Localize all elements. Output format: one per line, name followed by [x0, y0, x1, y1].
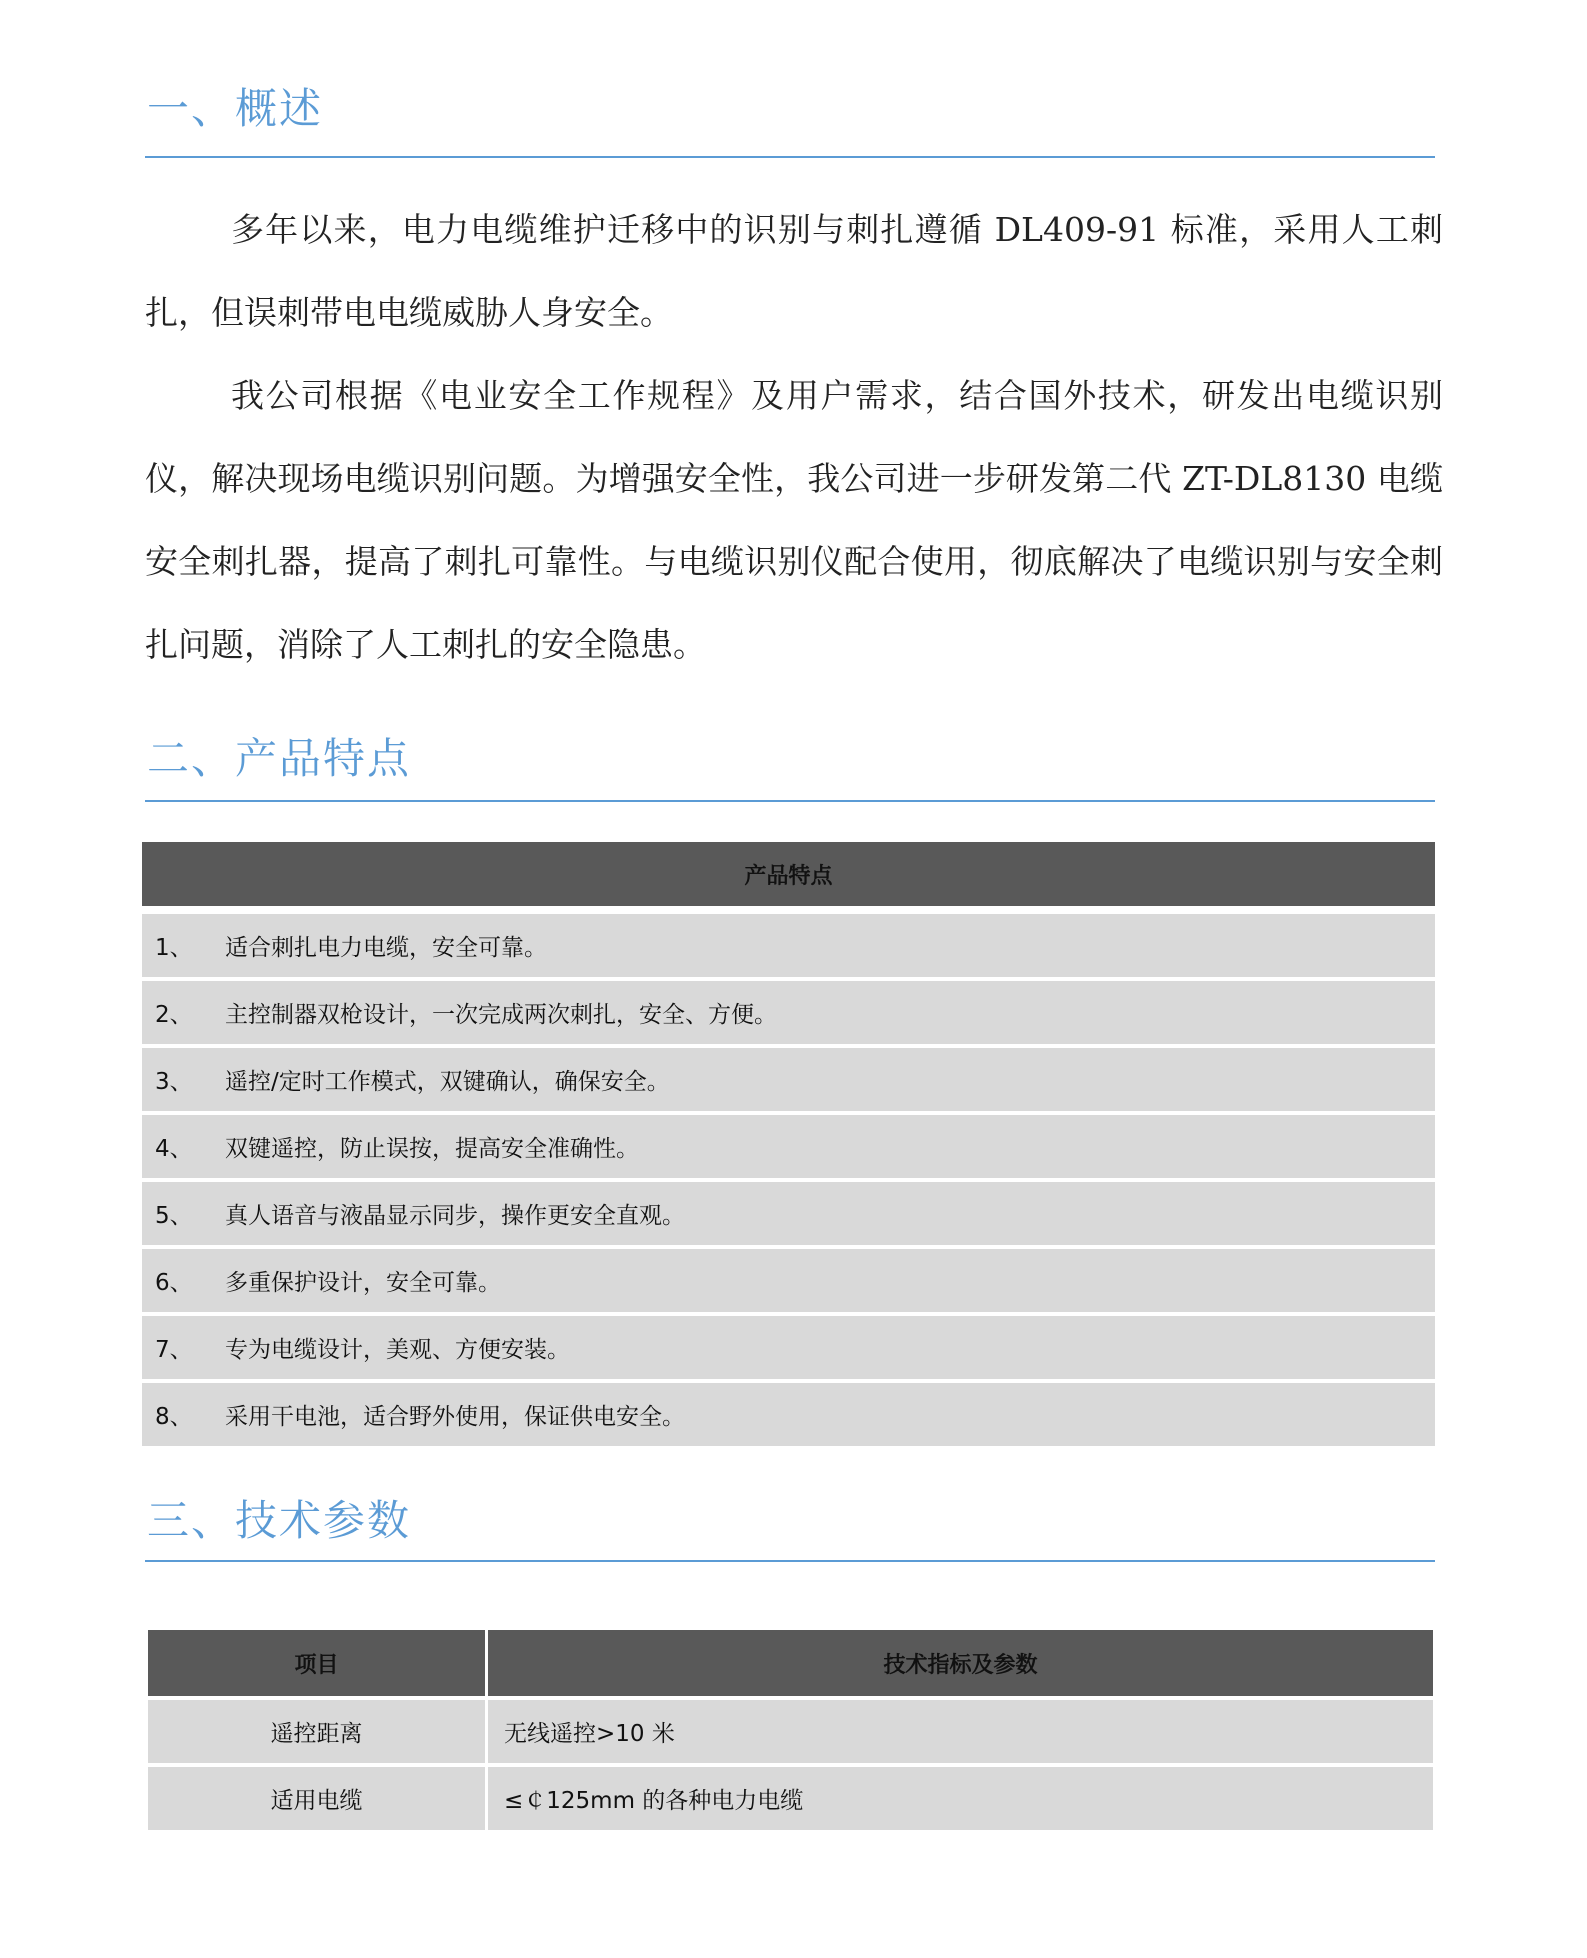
features-table	[142, 842, 1435, 1450]
spec-value: ≤￠125mm 的各种电力电缆	[488, 1767, 1433, 1830]
specs-header-item: 项目	[148, 1630, 485, 1696]
feature-text: 双键遥控，防止误按，提高安全准确性。	[225, 1136, 639, 1162]
spec-value: 无线遥控>10 米	[488, 1700, 1433, 1763]
specs-table	[148, 1630, 1433, 1834]
section-title-overview: 一、概述	[147, 84, 324, 133]
overview-paragraph-1: 多年以来，电力电缆维护迁移中的识别与刺扎遵循 DL409-91 标准，采用人工刺扎，但误刺带电电缆威胁人身安全。	[145, 210, 1443, 332]
feature-number: 8、	[155, 1404, 193, 1430]
feature-text: 适合刺扎电力电缆，安全可靠。	[225, 935, 547, 961]
feature-row	[142, 1048, 1435, 1111]
feature-number: 4、	[155, 1136, 193, 1162]
feature-number: 3、	[155, 1069, 193, 1095]
feature-number: 5、	[155, 1203, 193, 1229]
overview-paragraph-2: 我公司根据《电业安全工作规程》及用户需求，结合国外技术，研发出电缆识别仪，解决现场电缆识别问题。为增强安全性，我公司进一步研发第二代 ZT-DL8130 电缆安全刺扎器，提高了刺扎可靠性。与电缆识别仪配合使用，彻底解决了电缆识别与安全刺扎问题，消除了人工刺扎的安全隐患。	[145, 376, 1443, 664]
feature-text: 遥控/定时工作模式，双键确认，确保安全。	[225, 1069, 670, 1095]
features-table-header: 产品特点	[142, 842, 1435, 906]
specs-header-value: 技术指标及参数	[488, 1630, 1433, 1696]
feature-number: 1、	[155, 935, 193, 961]
spec-item: 遥控距离	[148, 1700, 485, 1763]
specs-row	[148, 1767, 1433, 1830]
feature-row	[142, 1383, 1435, 1446]
feature-row	[142, 1115, 1435, 1178]
spec-item: 适用电缆	[148, 1767, 485, 1830]
feature-row	[142, 1249, 1435, 1312]
feature-row	[142, 1182, 1435, 1245]
feature-text: 专为电缆设计，美观、方便安装。	[225, 1337, 570, 1363]
specs-table-header	[148, 1630, 1433, 1696]
section-heading-overview	[145, 84, 1435, 158]
feature-text: 采用干电池，适合野外使用，保证供电安全。	[225, 1404, 685, 1430]
specs-row	[148, 1700, 1433, 1763]
feature-row	[142, 1316, 1435, 1379]
feature-number: 6、	[155, 1270, 193, 1296]
feature-number: 7、	[155, 1337, 193, 1363]
feature-text: 主控制器双枪设计，一次完成两次刺扎，安全、方便。	[225, 1002, 777, 1028]
section-heading-specs	[145, 1496, 1435, 1562]
section-title-features: 二、产品特点	[147, 734, 412, 783]
feature-row	[142, 914, 1435, 977]
feature-text: 真人语音与液晶显示同步，操作更安全直观。	[225, 1203, 685, 1229]
feature-row	[142, 981, 1435, 1044]
feature-text: 多重保护设计，安全可靠。	[225, 1270, 501, 1296]
section-title-specs: 三、技术参数	[147, 1496, 412, 1545]
section-heading-features	[145, 734, 1435, 802]
feature-number: 2、	[155, 1002, 193, 1028]
